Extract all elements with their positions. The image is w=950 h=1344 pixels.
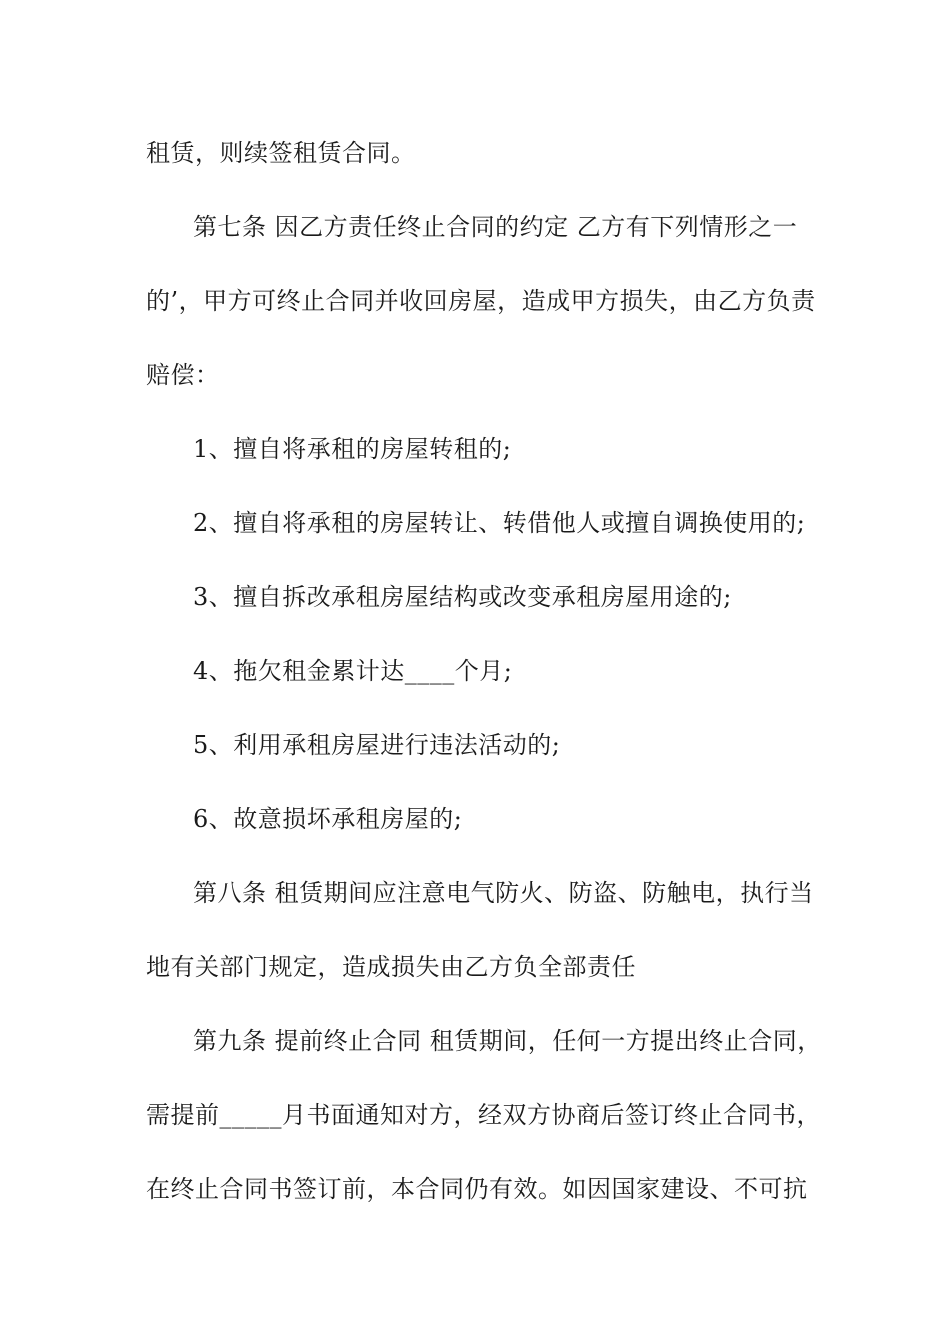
list-item: 4、拖欠租金累计达____个月; (193, 657, 513, 685)
list-item: 3、擅自拆改承租房屋结构或改变承租房屋用途的; (193, 583, 732, 611)
article-9-heading: 第九条 提前终止合同 租赁期间，任何一方提出终止合同， (193, 1027, 822, 1055)
text-line: 的’，甲方可终止合同并收回房屋，造成甲方损失，由乙方负责 (146, 287, 816, 315)
text-line: 地有关部门规定，造成损失由乙方负全部责任 (146, 953, 636, 981)
article-8-heading: 第八条 租赁期间应注意电气防火、防盗、防触电，执行当 (193, 879, 814, 907)
text-line: 需提前_____月书面通知对方，经双方协商后签订终止合同书， (146, 1101, 821, 1129)
article-7-heading: 第七条 因乙方责任终止合同的约定 乙方有下列情形之一 (193, 213, 798, 241)
text-line: 租赁，则续签租赁合同。 (146, 139, 416, 167)
text-line: 赔偿： (146, 361, 220, 389)
text-line: 在终止合同书签订前，本合同仍有效。如因国家建设、不可抗 (146, 1175, 808, 1203)
list-item: 5、利用承租房屋进行违法活动的; (193, 731, 561, 759)
list-item: 6、故意损坏承租房屋的; (193, 805, 463, 833)
list-item: 2、擅自将承租的房屋转让、转借他人或擅自调换使用的; (193, 509, 806, 537)
list-item: 1、擅自将承租的房屋转租的; (193, 435, 512, 463)
